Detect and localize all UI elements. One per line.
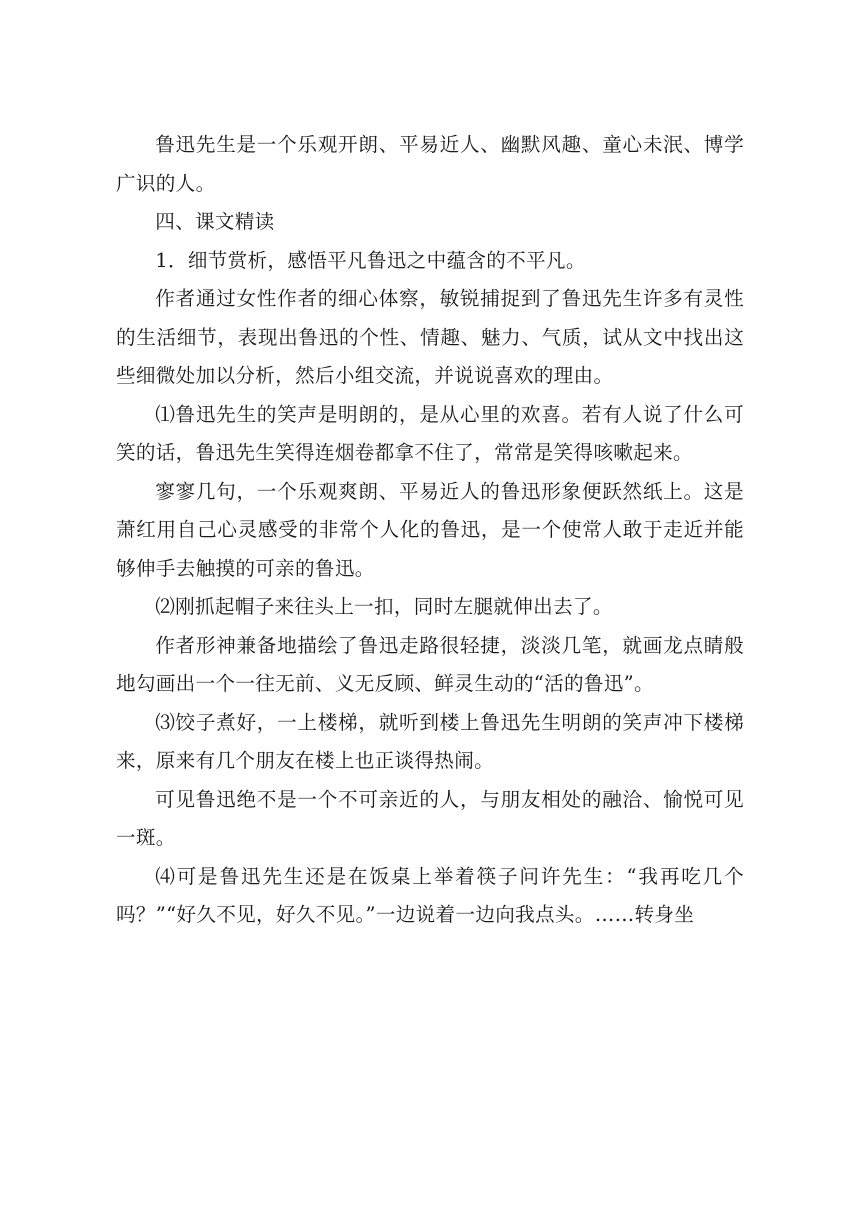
quote-1: ⑴鲁迅先生的笑声是明朗的，是从心里的欢喜。若有人说了什么可笑的话，鲁迅先生笑得连烟卷都拿不住了，常常是笑得咳嗽起来。 xyxy=(116,402,744,464)
paragraph-summary: 鲁迅先生是一个乐观开朗、平易近人、幽默风趣、童心未泯、博学广识的人。 xyxy=(116,133,744,195)
analysis-2: 作者形神兼备地描绘了鲁迅走路很轻捷，淡淡几笔，就画龙点睛般地勾画出一个一往无前、义无反顾、鲜灵生动的“活的鲁迅”。 xyxy=(116,633,744,695)
analysis-1: 寥寥几句，一个乐观爽朗、平易近人的鲁迅形象便跃然纸上。这是萧红用自己心灵感受的非常个人化的鲁迅，是一个使常人敢于走近并能够伸手去触摸的可亲的鲁迅。 xyxy=(116,479,744,580)
document-page xyxy=(116,126,744,935)
quote-3: ⑶饺子煮好，一上楼梯，就听到楼上鲁迅先生明朗的笑声冲下楼梯来，原来有几个朋友在楼上也正谈得热闹。 xyxy=(116,710,744,772)
section-heading: 四、课文精读 xyxy=(155,210,275,233)
quote-2: ⑵刚抓起帽子来往头上一扣，同时左腿就伸出去了。 xyxy=(155,595,613,618)
paragraph-instruction: 作者通过女性作者的细心体察，敏锐捕捉到了鲁迅先生许多有灵性的生活细节，表现出鲁迅的个性、情趣、魅力、气质，试从文中找出这些细微处加以分析，然后小组交流，并说说喜欢的理由。 xyxy=(116,287,744,387)
subsection-heading: 1．细节赏析，感悟平凡鲁迅之中蕴含的不平凡。 xyxy=(155,248,586,272)
analysis-3: 可见鲁迅绝不是一个不可亲近的人，与朋友相处的融洽、愉悦可见一斑。 xyxy=(116,787,744,849)
quote-4: ⑷可是鲁迅先生还是在饭桌上举着筷子问许先生：“我再吃几个吗？”“好久不见，好久不见。”一边说着一边向我点头。……转身坐 xyxy=(116,864,744,926)
